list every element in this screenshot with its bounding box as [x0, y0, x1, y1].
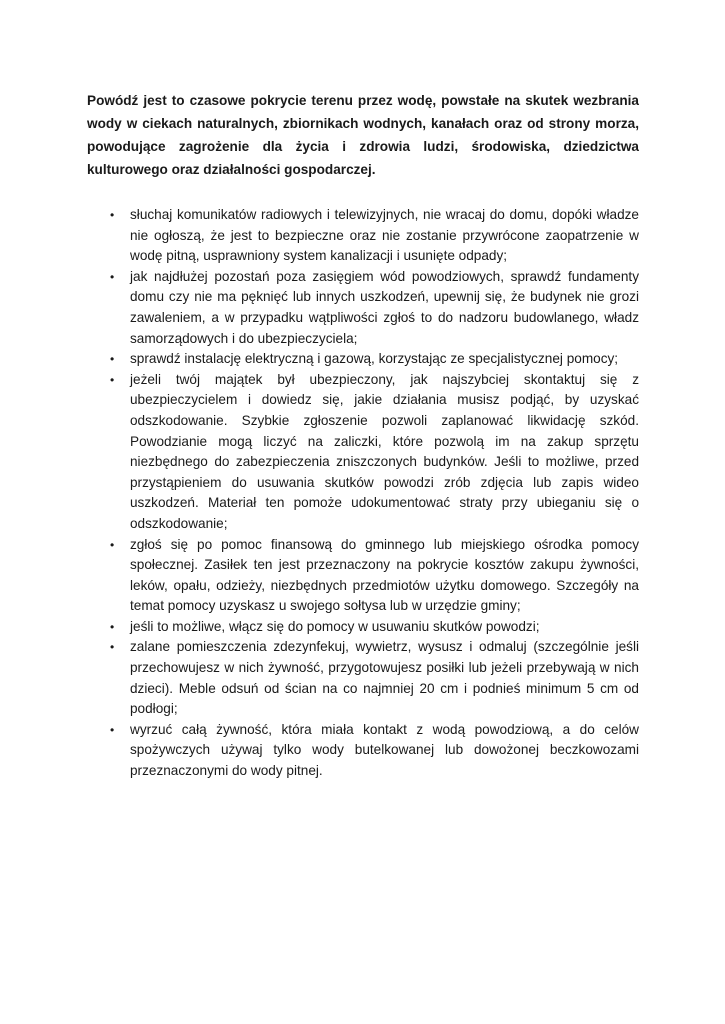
list-item-text: słuchaj komunikatów radiowych i telewizyjnych, nie wracaj do domu, dopóki władze nie ogłoszą, że jest to bezpieczne oraz nie zostanie przywrócone zaopatrzenie w wodę pitną, usprawniony system kanalizacji i usunięte odpady;	[130, 207, 639, 264]
bullet-icon: •	[110, 352, 115, 367]
bullet-icon: •	[110, 537, 115, 552]
list-item-text: jeśli to możliwe, włącz się do pomocy w usuwaniu skutków powodzi;	[130, 618, 540, 634]
bullet-icon: •	[110, 640, 115, 655]
list-item-text: sprawdź instalację elektryczną i gazową, korzystając ze specjalistycznej pomocy;	[130, 351, 619, 367]
bullet-icon: •	[110, 269, 115, 284]
list-item	[87, 720, 639, 782]
document-page	[87, 89, 639, 782]
list-item	[87, 617, 639, 638]
list-item	[87, 349, 639, 370]
list-item-text: zgłoś się po pomoc finansową do gminnego lub miejskiego ośrodka pomocy społecznej. Zasiłek ten jest przeznaczony na pokrycie kosztów zakupu żywności, leków, opału, odzieży, niezbędnych przedmiotów użytku domowego. Szczegóły na temat pomocy uzyskasz u swojego sołtysa lub w urzędzie gminy;	[130, 536, 639, 614]
list-item	[87, 205, 639, 267]
list-item	[87, 267, 639, 349]
list-item-text: jak najdłużej pozostań poza zasięgiem wód powodziowych, sprawdź fundamenty domu czy nie ma pęknięć lub innych uszkodzeń, upewnij się, że budynek nie grozi zawaleniem, a w przypadku wątpliwości zgłoś to do nadzoru budowlanego, władz samorządowych i do ubezpieczyciela;	[130, 268, 639, 346]
list-item-text: jeżeli twój majątek był ubezpieczony, jak najszybciej skontaktuj się z ubezpieczycielem i dowiedz się, jakie działania musisz podjąć, by uzyskać odszkodowanie. Szybkie zgłoszenie pozwoli zaplanować likwidację szkód. Powodzianie mogą liczyć na zaliczki, które pozwolą im na zakup sprzętu niezbędnego do zabezpieczenia zniszczonych budynków. Jeśli to możliwe, przed przystąpieniem do usuwania skutków powodzi zrób zdjęcia lub zapis wideo uszkodzeń. Materiał ten pomoże udokumentować straty przy ubieganiu się o odszkodowanie;	[130, 371, 639, 531]
intro-paragraph: Powódź jest to czasowe pokrycie terenu przez wodę, powstałe na skutek wezbrania wody w ciekach naturalnych, zbiornikach wodnych, kanałach oraz od strony morza, powodujące zagrożenie dla życia i zdrowia ludzi, środowiska, dziedzictwa kulturowego oraz działalności gospodarczej.	[87, 93, 639, 177]
list-item-text: zalane pomieszczenia zdezynfekuj, wywietrz, wysusz i odmaluj (szczególnie jeśli przechowujesz w nich żywność, przygotowujesz posiłki lub jeżeli przebywają w nich dzieci). Meble odsuń od ścian na co najmniej 20 cm i podnieś minimum 5 cm od podłogi;	[130, 639, 639, 717]
bullet-list	[87, 205, 639, 782]
bullet-icon: •	[110, 372, 115, 387]
list-item-text: wyrzuć całą żywność, która miała kontakt z wodą powodziową, a do celów spożywczych używaj tylko wody butelkowanej lub dowożonej beczkowozami przeznaczonymi do wody pitnej.	[130, 721, 639, 779]
list-item	[87, 370, 639, 535]
bullet-icon: •	[110, 722, 115, 737]
bullet-icon: •	[110, 208, 115, 222]
list-item	[87, 637, 639, 719]
bullet-icon: •	[110, 619, 115, 634]
list-item	[87, 535, 639, 617]
